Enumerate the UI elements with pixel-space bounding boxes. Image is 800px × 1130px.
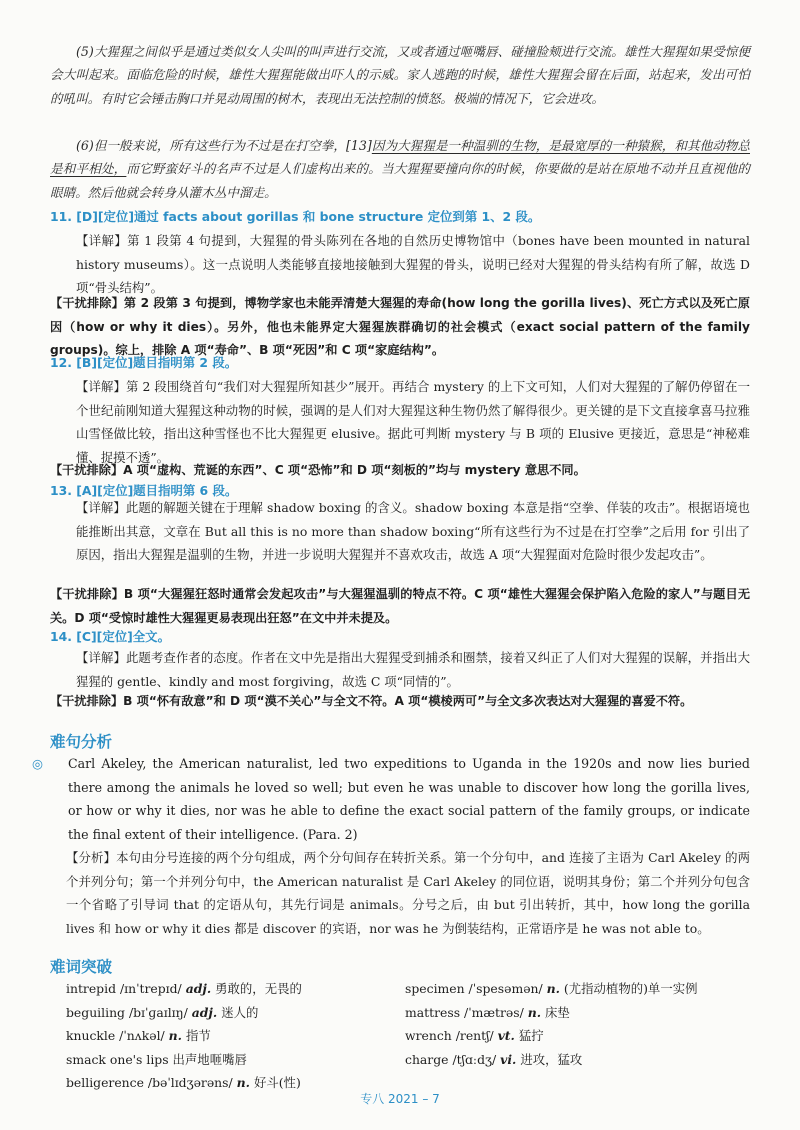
section-title-difficult-sentence: 难句分析 xyxy=(50,733,113,751)
translation-text: (6)但一般来说，所有这些行为不过是在打空拳，[13] xyxy=(76,138,372,153)
question-13-detail xyxy=(76,496,750,567)
question-14-distractor xyxy=(50,690,750,714)
translation-paragraph-6 xyxy=(50,134,750,204)
distractor-label: 【干扰排除】 xyxy=(50,296,124,310)
detail-label: 【详解】 xyxy=(76,500,126,515)
analysis-text: 本句由分号连接的两个分句组成，两个分句间存在转折关系。第一个分句中，and 连接了主语为 Carl Akeley 的两个并列分句；第一个并列分句中，the American naturalist 是 Carl Akeley 的同位语，说明其身份；第二个并列分句包含一个省略了引导词 that 的定语从句，其先行词是 animals。分号之后，由 but 引出转折，其中，how long the gorilla lives 和 how or why it dies 都是 discover 的宾语，nor was he 为倒装结构，正常语序是 he was not able to。 xyxy=(66,850,750,936)
question-12-heading: 12. [B][定位]题目指明第 2 段。 xyxy=(50,355,238,370)
detail-text: 第 2 段围绕首句“我们对大猩猩所知甚少”展开。再结合 mystery 的上下文可知，人们对大猩猩的了解仍停留在一个世纪前刚知道大猩猩这种动物的时候，强调的是人们对大猩猩这种生物仍然了解得很少。更关键的是下文直接拿喜马拉雅山雪怪做比较，指出这种雪怪也不比大猩猩更 elusive。据此可判断 mystery 与 B 项的 Elusive 更接近，意思是“神秘难懂、捉摸不透”。 xyxy=(76,379,751,465)
bullet-icon: ◎ xyxy=(32,756,43,771)
detail-label: 【详解】 xyxy=(76,379,126,394)
page-footer: 专八 2021 – 7 xyxy=(360,1092,440,1106)
difficult-sentence xyxy=(32,752,750,846)
vocab-item: intrepid /ɪnˈtrepɪd/ adj. 勇敢的，无畏的 xyxy=(66,981,302,996)
question-14-heading: 14. [C][定位]全文。 xyxy=(50,629,170,644)
distractor-text: A 项“虚构、荒诞的东西”、C 项“恐怖”和 D 项“刻板的”均与 mystery 意思不同。 xyxy=(123,463,586,477)
distractor-label: 【干扰排除】 xyxy=(50,587,124,601)
vocab-item: beguiling /bɪˈɡaɪlɪŋ/ adj. 迷人的 xyxy=(66,1004,259,1020)
distractor-text: B 项“大猩猩狂怒时通常会发起攻击”与大猩猩温驯的特点不符。C 项“雄性大猩猩会保护陷入危险的家人”与题目无关。D 项“受惊时雄性大猩猩更易表现出狂怒”在文中并未提及。 xyxy=(50,587,751,625)
detail-label: 【详解】 xyxy=(76,650,126,665)
distractor-label: 【干扰排除】 xyxy=(50,463,124,477)
detail-text: 第 1 段第 4 句提到，大猩猩的骨头陈列在各地的自然历史博物馆中（bones have been mounted in natural history museums）。这一点说明人类能够直接地接触到大猩猩的骨头，说明已经对大猩猩的骨头结构有所了解，故选 D 项“骨头结构”。 xyxy=(76,233,750,296)
vocab-list-right xyxy=(405,977,750,1071)
distractor-label: 【干扰排除】 xyxy=(50,694,124,708)
analysis-label: 【分析】 xyxy=(66,850,117,865)
question-11-detail xyxy=(76,229,750,300)
underlined-key-sentence: 因为大猩猩是一种温驯的生物，是最宽厚的一种猿猴，和其他动物总是和平相处， xyxy=(50,138,750,177)
translation-text: (5)大猩猩之间似乎是通过类似女人尖叫的叫声进行交流，又或者通过咂嘴唇、碰撞脸颊进行交流。雄性大猩猩如果受惊便会大叫起来。面临危险的时候，雄性大猩猩能做出吓人的示威。家人逃跑的时候，雄性大猩猩会留在后面，站起来，发出可怕的吼叫。有时它会锤击胸口并晃动周围的树木，表现出无法控制的愤怒。极端的情况下，它会进攻。 xyxy=(50,44,750,106)
sentence-analysis xyxy=(66,846,750,940)
vocab-item: wrench /rentʃ/ vt. 猛拧 xyxy=(405,1028,544,1044)
translation-paragraph-5 xyxy=(50,40,750,110)
vocab-item: mattress /ˈmætrəs/ n. 床垫 xyxy=(405,1004,570,1020)
sentence-text: Carl Akeley, the American naturalist, led two expeditions to Uganda in the 1920s and now lies buried there among the animals he loved so well; but even he was unable to discover how long the gorilla lives, or how or why it dies, nor was he able to define the exact social pattern of the family groups, or indicate the final extent of their intelligence. (Para. 2) xyxy=(68,756,750,842)
vocab-item: specimen /ˈspesəmən/ n. (尤指动植物的)单一实例 xyxy=(405,981,698,996)
detail-text: 此题考查作者的态度。作者在文中先是指出大猩猩受到捕杀和圈禁，接着又纠正了人们对大猩猩的误解，并指出大猩猩的 gentle、kindly and most forgiving，故选 C 项“同情的”。 xyxy=(76,650,751,689)
vocab-list-left xyxy=(66,977,396,1095)
question-11-heading: 11. [D][定位]通过 facts about gorillas 和 bone structure 定位到第 1、2 段。 xyxy=(50,209,541,224)
question-14-detail xyxy=(76,646,750,693)
distractor-text: B 项“怀有敌意”和 D 项“漠不关心”与全文不符。A 项“模棱两可”与全文多次表达对大猩猩的喜爱不符。 xyxy=(123,694,693,708)
question-12-detail xyxy=(76,375,750,469)
detail-label: 【详解】 xyxy=(76,233,128,248)
vocab-item: belligerence /bəˈlɪdʒərəns/ n. 好斗(性) xyxy=(66,1075,301,1091)
vocab-item: charge /tʃɑːdʒ/ vi. 进攻，猛攻 xyxy=(405,1051,583,1067)
question-13-heading: 13. [A][定位]题目指明第 6 段。 xyxy=(50,483,238,498)
translation-text: 而它野蛮好斗的名声不过是人们虚构出来的。当大猩猩要撞向你的时候，你要做的是站在原地不动并且直视他的眼睛。然后他就会转身从灌木丛中溜走。 xyxy=(50,161,751,200)
vocab-item: smack one's lips 出声地咂嘴唇 xyxy=(66,1051,247,1067)
section-title-vocabulary: 难词突破 xyxy=(50,958,113,976)
question-12-distractor xyxy=(50,459,750,483)
distractor-text: 第 2 段第 3 句提到，博物学家也未能弄清楚大猩猩的寿命(how long the gorilla lives)、死亡方式以及死亡原因（how or why it dies）。另外，他也未能界定大猩猩族群确切的社会模式（exact social pattern of the family groups)。综上，排除 A 项“寿命”、B 项“死因”和 C 项“家庭结构”。 xyxy=(50,296,750,358)
question-13-distractor xyxy=(50,583,750,630)
vocab-item: knuckle /ˈnʌkəl/ n. 指节 xyxy=(66,1028,211,1044)
detail-text: 此题的解题关键在于理解 shadow boxing 的含义。shadow boxing 本意是指“空拳、佯装的攻击”。根据语境也能推断出其意，文章在 But all this is no more than shadow boxing“所有这些行为不过是在打空拳”之后用 for 引出了原因，指出大猩猩是温驯的生物，并进一步说明大猩猩并不喜欢攻击，故选 A 项“大猩猩面对危险时很少发起攻击”。 xyxy=(76,500,751,563)
